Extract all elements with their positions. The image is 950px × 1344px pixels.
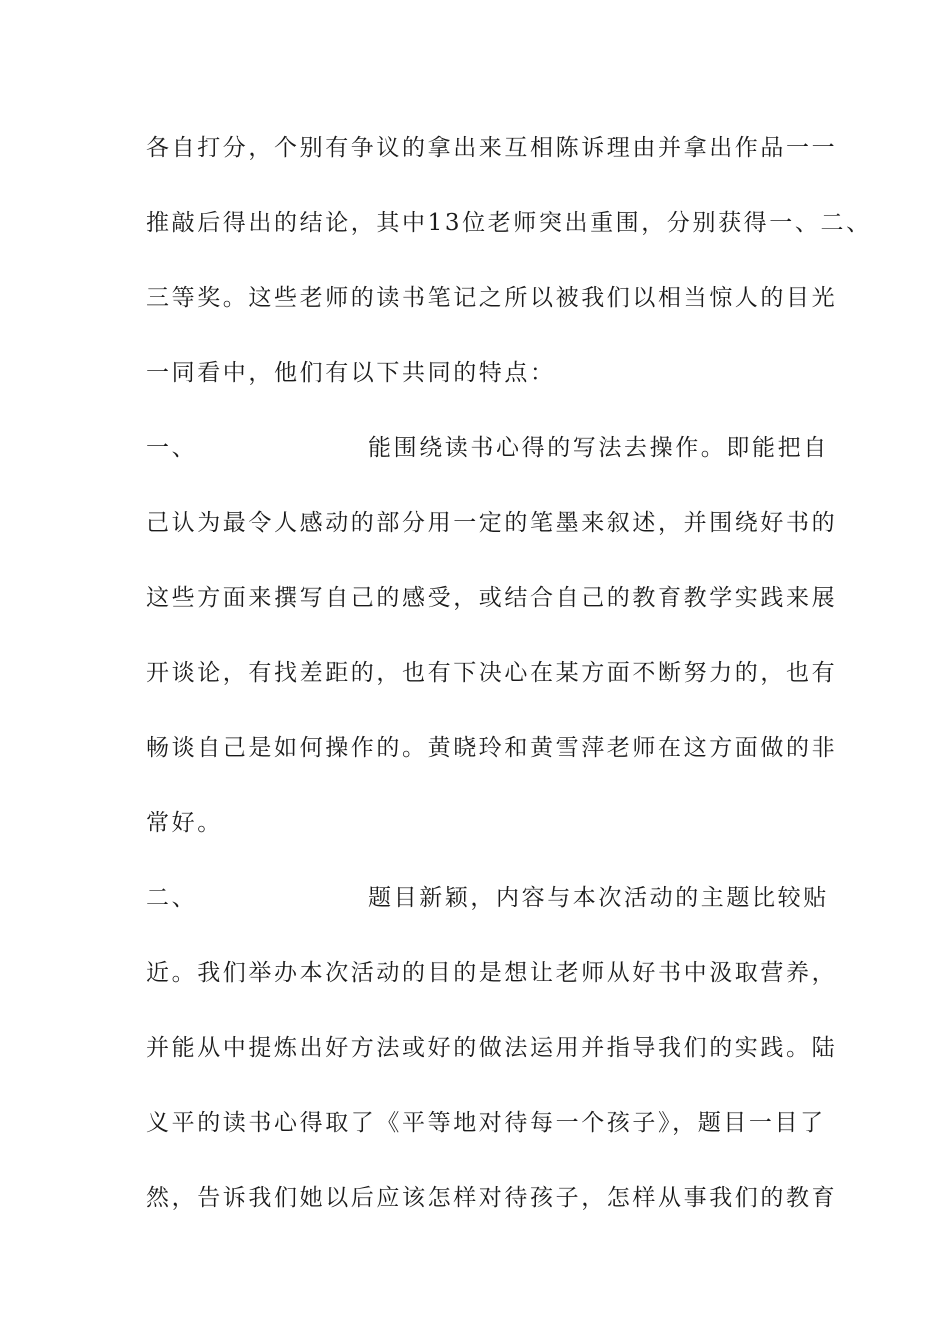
list-item-second [146,883,829,913]
list-item-first [146,433,829,463]
paragraph-line: 一同看中，他们有以下共同的特点： [146,360,556,386]
list-marker-first: 一、 [146,435,198,461]
paragraph-line: 这些方面来撰写自己的感受，或结合自己的教育教学实践来展 [146,585,838,611]
paragraph-line: 各自打分，个别有争议的拿出来互相陈诉理由并拿出作品一一 [146,135,838,161]
paragraph-line: 畅谈自己是如何操作的。黄晓玲和黄雪萍老师在这方面做的非 [146,735,838,761]
paragraph-line: 开谈论，有找差距的，也有下决心在某方面不断努力的，也有 [146,660,838,686]
list-marker-second: 二、 [146,885,198,911]
list-item-second-text: 题目新颖，内容与本次活动的主题比较贴 [368,885,829,911]
paragraph-line: 推敲后得出的结论，其中13位老师突出重围，分别获得一、二、 [146,210,872,236]
paragraph-line: 义平的读书心得取了《平等地对待每一个孩子》，题目一目了 [146,1110,826,1136]
paragraph-line: 常好。 [146,810,223,836]
paragraph-line: 三等奖。这些老师的读书笔记之所以被我们以相当惊人的目光 [146,285,838,311]
list-item-first-text: 能围绕读书心得的写法去操作。即能把自 [368,435,829,461]
paragraph-line: 己认为最令人感动的部分用一定的笔墨来叙述，并围绕好书的 [146,510,838,536]
paragraph-line: 近。我们举办本次活动的目的是想让老师从好书中汲取营养， [146,960,838,986]
paragraph-line: 然，告诉我们她以后应该怎样对待孩子，怎样从事我们的教育 [146,1185,838,1211]
paragraph-line: 并能从中提炼出好方法或好的做法运用并指导我们的实践。陆 [146,1035,838,1061]
